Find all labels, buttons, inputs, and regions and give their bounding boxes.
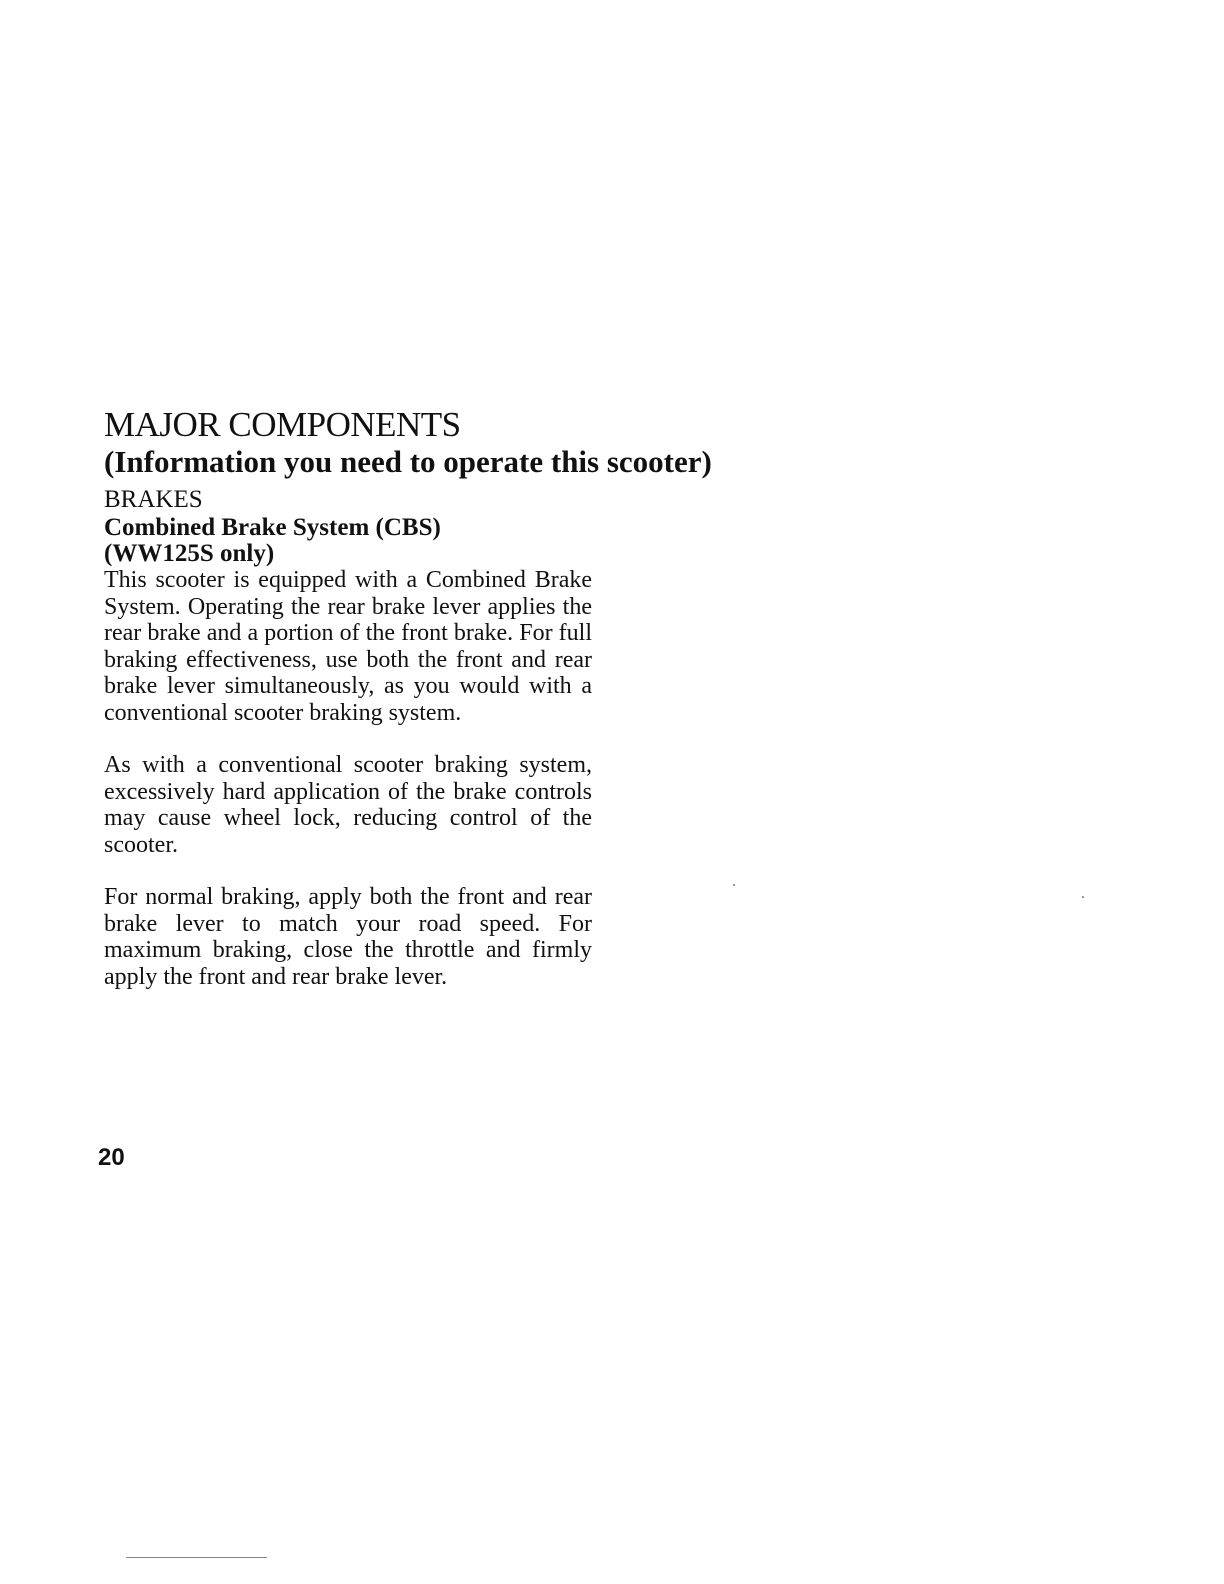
page-subtitle: (Information you need to operate this scooter) (104, 444, 712, 479)
subsection-heading: Combined Brake System (CBS) (104, 514, 441, 541)
page-number: 20 (98, 1144, 125, 1171)
scan-speck (1082, 896, 1084, 898)
manual-page-content (104, 405, 804, 990)
paragraph-braking-instructions: For normal braking, apply both the front and rear brake lever to match your road speed. For maximum braking, close the throttle and firmly apply the front and rear brake lever. (104, 884, 592, 990)
bottom-divider-line (126, 1557, 267, 1558)
model-note: (WW125S only) (104, 540, 275, 567)
section-label: BRAKES (104, 486, 203, 513)
paragraph-cbs-description: This scooter is equipped with a Combined Brake System. Operating the rear brake lever applies the rear brake and a portion of the front brake. For full braking effectiveness, use both the front and rear brake lever simultaneously, as you would with a conventional scooter braking system. (104, 567, 592, 726)
scan-speck (733, 884, 735, 886)
paragraph-wheel-lock-warning: As with a conventional scooter braking system, excessively hard application of the brake controls may cause wheel lock, reducing control of the scooter. (104, 752, 592, 858)
page-title: MAJOR COMPONENTS (104, 405, 461, 444)
